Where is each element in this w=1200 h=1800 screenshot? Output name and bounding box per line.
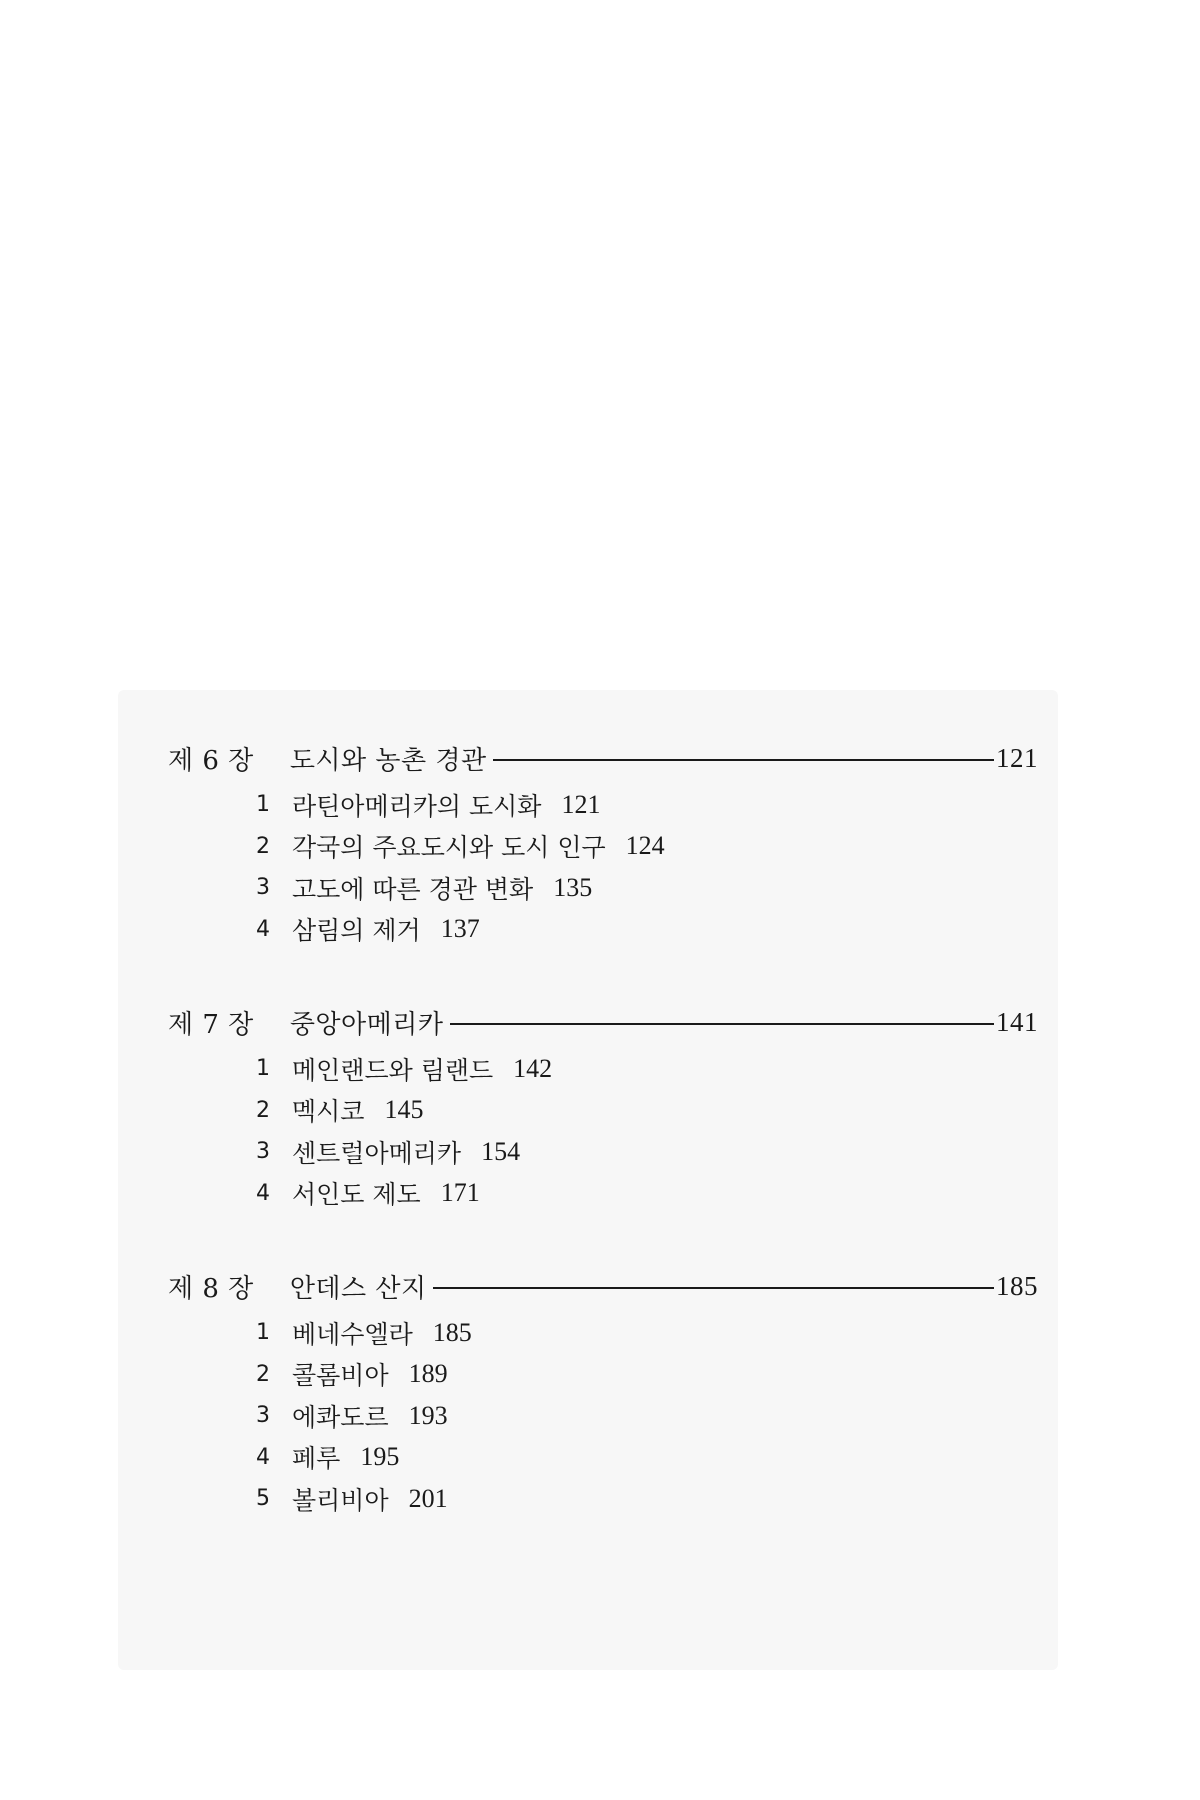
section-title: 삼림의 제거 bbox=[292, 916, 421, 946]
section-page-number: 124 bbox=[625, 831, 665, 861]
chapter-title: 도시와 농촌 경관 bbox=[289, 745, 487, 776]
section-list bbox=[168, 1048, 1038, 1214]
leader-line bbox=[433, 1287, 994, 1289]
section-number: 4 bbox=[256, 1444, 270, 1470]
section-number: 4 bbox=[256, 916, 270, 942]
chapter-6 bbox=[168, 738, 1038, 950]
section-entry bbox=[256, 1173, 1038, 1215]
section-entry bbox=[256, 1312, 1038, 1354]
section-number: 2 bbox=[256, 1361, 270, 1387]
section-title: 에콰도르 bbox=[292, 1402, 389, 1432]
chapter-label: 제 8 장 bbox=[168, 1273, 254, 1304]
chapter-7 bbox=[168, 1002, 1038, 1214]
chapter-heading bbox=[168, 738, 1038, 778]
section-title: 각국의 주요도시와 도시 인구 bbox=[292, 833, 606, 863]
chapter-page-number: 185 bbox=[996, 1270, 1038, 1301]
section-title: 라틴아메리카의 도시화 bbox=[292, 791, 542, 821]
section-list bbox=[168, 784, 1038, 950]
section-title: 센트럴아메리카 bbox=[292, 1138, 462, 1168]
leader-line bbox=[493, 759, 994, 761]
section-title: 페루 bbox=[292, 1444, 341, 1474]
section-page-number: 121 bbox=[561, 789, 601, 819]
section-entry bbox=[256, 826, 1038, 868]
section-number: 4 bbox=[256, 1180, 270, 1206]
section-title: 멕시코 bbox=[292, 1097, 365, 1127]
section-page-number: 185 bbox=[432, 1317, 472, 1347]
section-entry bbox=[256, 784, 1038, 826]
section-title: 볼리비아 bbox=[292, 1485, 389, 1515]
section-title: 서인도 제도 bbox=[292, 1180, 421, 1210]
chapter-heading bbox=[168, 1002, 1038, 1042]
section-title: 메인랜드와 림랜드 bbox=[292, 1055, 494, 1085]
section-page-number: 189 bbox=[408, 1359, 448, 1389]
section-page-number: 195 bbox=[360, 1442, 400, 1472]
chapter-page-number: 141 bbox=[996, 1006, 1038, 1037]
chapter-title: 안데스 산지 bbox=[289, 1273, 427, 1304]
chapter-label: 제 6 장 bbox=[168, 745, 254, 776]
section-number: 1 bbox=[256, 1056, 270, 1082]
section-entry bbox=[256, 1478, 1038, 1520]
section-entry bbox=[256, 1354, 1038, 1396]
section-entry bbox=[256, 1090, 1038, 1132]
section-page-number: 142 bbox=[513, 1053, 553, 1083]
section-number: 3 bbox=[256, 875, 270, 901]
section-title: 콜롬비아 bbox=[292, 1361, 389, 1391]
section-entry bbox=[256, 1437, 1038, 1479]
section-title: 베네수엘라 bbox=[292, 1319, 413, 1349]
chapter-8 bbox=[168, 1266, 1038, 1520]
chapter-heading bbox=[168, 1266, 1038, 1306]
section-number: 3 bbox=[256, 1403, 270, 1429]
table-of-contents bbox=[168, 738, 1038, 1572]
section-number: 3 bbox=[256, 1139, 270, 1165]
section-entry bbox=[256, 1131, 1038, 1173]
section-page-number: 137 bbox=[440, 914, 480, 944]
section-entry bbox=[256, 1395, 1038, 1437]
chapter-title: 중앙아메리카 bbox=[289, 1009, 444, 1040]
chapter-label: 제 7 장 bbox=[168, 1009, 254, 1040]
section-page-number: 171 bbox=[440, 1178, 480, 1208]
section-number: 1 bbox=[256, 1320, 270, 1346]
section-page-number: 201 bbox=[408, 1483, 448, 1513]
section-entry bbox=[256, 909, 1038, 951]
section-page-number: 154 bbox=[481, 1136, 521, 1166]
chapter-page-number: 121 bbox=[996, 742, 1038, 773]
section-number: 1 bbox=[256, 792, 270, 818]
section-list bbox=[168, 1312, 1038, 1520]
section-number: 2 bbox=[256, 833, 270, 859]
section-title: 고도에 따른 경관 변화 bbox=[292, 874, 534, 904]
section-page-number: 135 bbox=[553, 872, 593, 902]
leader-line bbox=[450, 1023, 994, 1025]
section-page-number: 145 bbox=[384, 1095, 424, 1125]
section-number: 5 bbox=[256, 1486, 270, 1512]
section-number: 2 bbox=[256, 1097, 270, 1123]
section-entry bbox=[256, 867, 1038, 909]
section-page-number: 193 bbox=[408, 1400, 448, 1430]
section-entry bbox=[256, 1048, 1038, 1090]
